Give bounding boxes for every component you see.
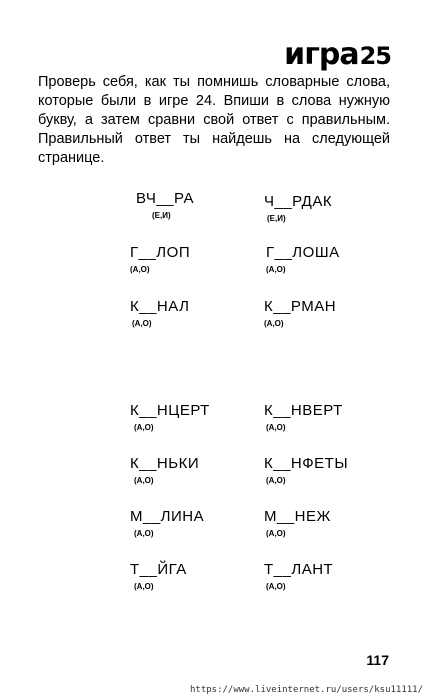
title-word: игра — [284, 37, 359, 72]
word-item — [130, 298, 189, 328]
letter-hint: (А,О) — [264, 319, 284, 328]
word-item — [130, 402, 210, 432]
word-blank: К__НАЛ — [130, 298, 190, 315]
word-blank: Ч__РДАК — [264, 193, 333, 210]
word-blank: ВЧ__РА — [136, 190, 195, 207]
word-item — [130, 244, 190, 274]
word-item — [136, 190, 194, 220]
letter-hint: (А,О) — [266, 582, 286, 591]
word-blank: Т__ЙГА — [130, 561, 187, 578]
letter-hint: (Е,И) — [152, 211, 171, 220]
letter-hint: (А,О) — [134, 423, 154, 432]
letter-hint: (А,О) — [266, 476, 286, 485]
word-blank: К__РМАН — [264, 298, 337, 315]
letter-hint: (А,О) — [266, 529, 286, 538]
letter-hint: (А,О) — [134, 582, 154, 591]
word-item — [130, 508, 204, 538]
footer-url[interactable]: https://www.liveinternet.ru/users/ksu11111/ — [190, 685, 423, 695]
word-item — [264, 508, 331, 538]
page-number: 117 — [366, 652, 389, 668]
letter-hint: (А,О) — [134, 529, 154, 538]
word-blank: К__НЦЕРТ — [130, 402, 210, 419]
letter-hint: (А,О) — [130, 265, 150, 274]
word-blank: М__ЛИНА — [130, 508, 205, 525]
word-item — [264, 298, 336, 328]
word-blank: К__НВЕРТ — [264, 402, 343, 419]
title-number: 25 — [359, 42, 391, 70]
word-item — [130, 561, 187, 591]
letter-hint: (А,О) — [134, 476, 154, 485]
word-blank: К__НЬКИ — [130, 455, 200, 472]
letter-hint: (А,О) — [132, 319, 152, 328]
word-item — [130, 455, 199, 485]
word-blank: Г__ЛОП — [130, 244, 191, 261]
word-item — [264, 402, 343, 432]
letter-hint: (Е,И) — [267, 214, 286, 223]
word-blank: К__НФЕТЫ — [264, 455, 349, 472]
word-item — [264, 455, 348, 485]
instructions-text: Проверь себя, как ты помнишь словарные слова, которые были в игре 24. Впиши в слова нужную букву, а затем сравни свой ответ с правильным. Правильный ответ ты найдешь на следующей странице. — [38, 74, 390, 166]
word-item — [264, 561, 333, 591]
letter-hint: (А,О) — [266, 423, 286, 432]
word-blank: Г__ЛОША — [266, 244, 340, 261]
letter-hint: (А,О) — [266, 265, 286, 274]
word-item — [266, 244, 340, 274]
word-blank: Т__ЛАНТ — [264, 561, 334, 578]
word-item — [264, 193, 332, 223]
word-blank: М__НЕЖ — [264, 508, 331, 525]
game-title — [284, 37, 391, 72]
